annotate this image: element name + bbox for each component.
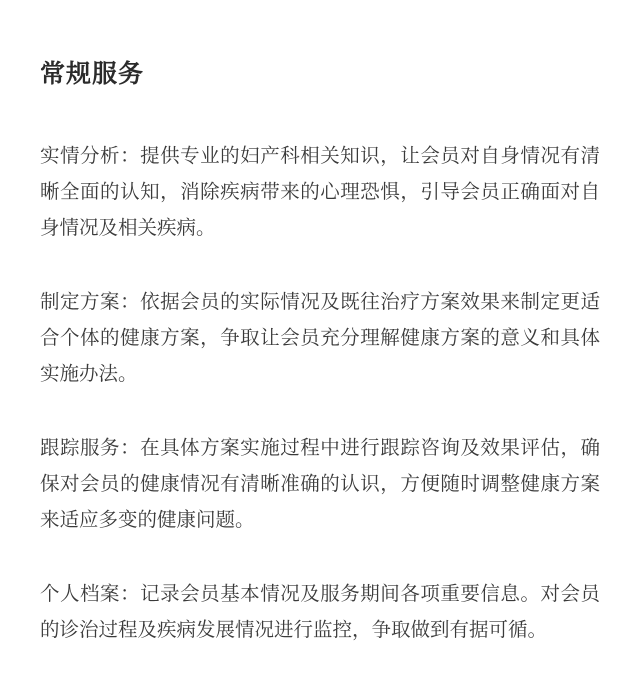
- paragraph-analysis: 实情分析：提供专业的妇产科相关知识，让会员对自身情况有清晰全面的认知，消除疾病带来的心理恐惧，引导会员正确面对自身情况及相关疾病。: [40, 144, 600, 239]
- paragraph-tracking: 跟踪服务：在具体方案实施过程中进行跟踪咨询及效果评估，确保对会员的健康情况有清晰准确的认识，方便随时调整健康方案来适应多变的健康问题。: [40, 436, 600, 531]
- paragraph-records: 个人档案：记录会员基本情况及服务期间各项重要信息。对会员的诊治过程及疾病发展情况进行监控，争取做到有据可循。: [40, 582, 600, 641]
- paragraph-plan: 制定方案：依据会员的实际情况及既往治疗方案效果来制定更适合个体的健康方案，争取让会员充分理解健康方案的意义和具体实施办法。: [40, 290, 600, 385]
- section-title: 常规服务: [40, 59, 145, 88]
